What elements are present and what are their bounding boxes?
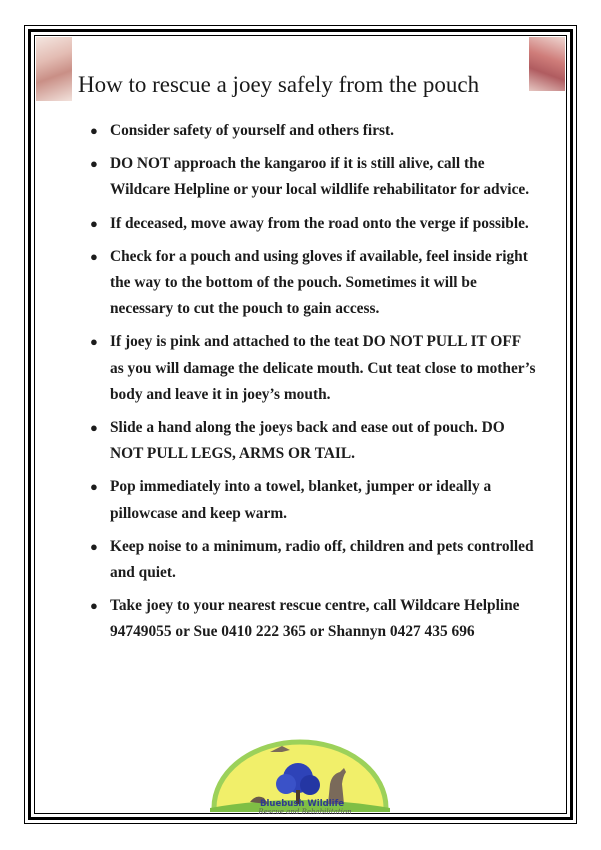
- bullet-icon: ●: [90, 538, 98, 554]
- logo-bush: [300, 775, 320, 795]
- item-text: approach the kangaroo if it is still alive, call the Wildcare Helpline or your local wildlife rehabilitator for advice.: [110, 155, 530, 199]
- logo-name: Bluebush Wildlife: [260, 799, 344, 809]
- item-emphasis: DO NOT PULL IT OFF: [362, 333, 521, 351]
- item-text: Keep noise to a minimum, radio off, children and pets controlled and quiet.: [110, 537, 534, 582]
- bullet-icon: ●: [90, 334, 98, 350]
- item-text: If deceased, move away from the road onto the verge if possible.: [110, 214, 529, 232]
- list-item: [88, 211, 538, 237]
- list-item: [88, 534, 538, 586]
- list-item: [88, 244, 538, 323]
- joey-photo-left: [36, 37, 72, 101]
- bullet-icon: ●: [90, 215, 98, 231]
- list-item: [88, 415, 538, 467]
- logo-bush: [276, 774, 296, 794]
- item-text: Slide a hand along the joeys back and ease out of pouch.: [110, 419, 482, 437]
- list-item: [88, 474, 538, 526]
- list-item: [88, 118, 538, 144]
- list-item: [88, 329, 538, 408]
- item-text: If joey is pink and attached to the teat: [110, 333, 363, 351]
- bullet-icon: ●: [90, 156, 98, 172]
- logo-tagline: Rescue and Rehabilitation: [258, 808, 352, 816]
- joey-photo-right: [529, 37, 565, 91]
- page-title: How to rescue a joey safely from the pouch: [78, 72, 480, 97]
- item-text: as you will damage the delicate mouth. Cut teat close to mother’s body and leave it in joey’s mouth.: [110, 359, 536, 403]
- item-text: Pop immediately into a towel, blanket, jumper or ideally a pillowcase and keep warm.: [110, 478, 492, 522]
- item-text: Check for a pouch and using gloves if available, feel inside right the way to the bottom of the pouch. Sometimes it will be necessary to cut the pouch to gain access.: [110, 247, 528, 318]
- bullet-icon: ●: [90, 598, 98, 614]
- item-emphasis: DO NOT PULL LEGS, ARMS OR TAIL.: [110, 419, 505, 463]
- item-emphasis: DO NOT: [110, 155, 171, 173]
- item-text: Consider safety of yourself and others first.: [110, 122, 394, 139]
- bullet-icon: ●: [90, 248, 98, 264]
- instruction-list: [88, 118, 538, 653]
- bullet-icon: ●: [90, 420, 98, 436]
- bullet-icon: ●: [90, 479, 98, 495]
- item-text: Take joey to your nearest rescue centre, call Wildcare Helpline 94749055 or Sue 0410 222 365 or Shannyn 0427 435 696: [110, 597, 520, 641]
- list-item: [88, 593, 538, 645]
- list-item: [88, 151, 538, 203]
- bullet-icon: ●: [90, 123, 98, 138]
